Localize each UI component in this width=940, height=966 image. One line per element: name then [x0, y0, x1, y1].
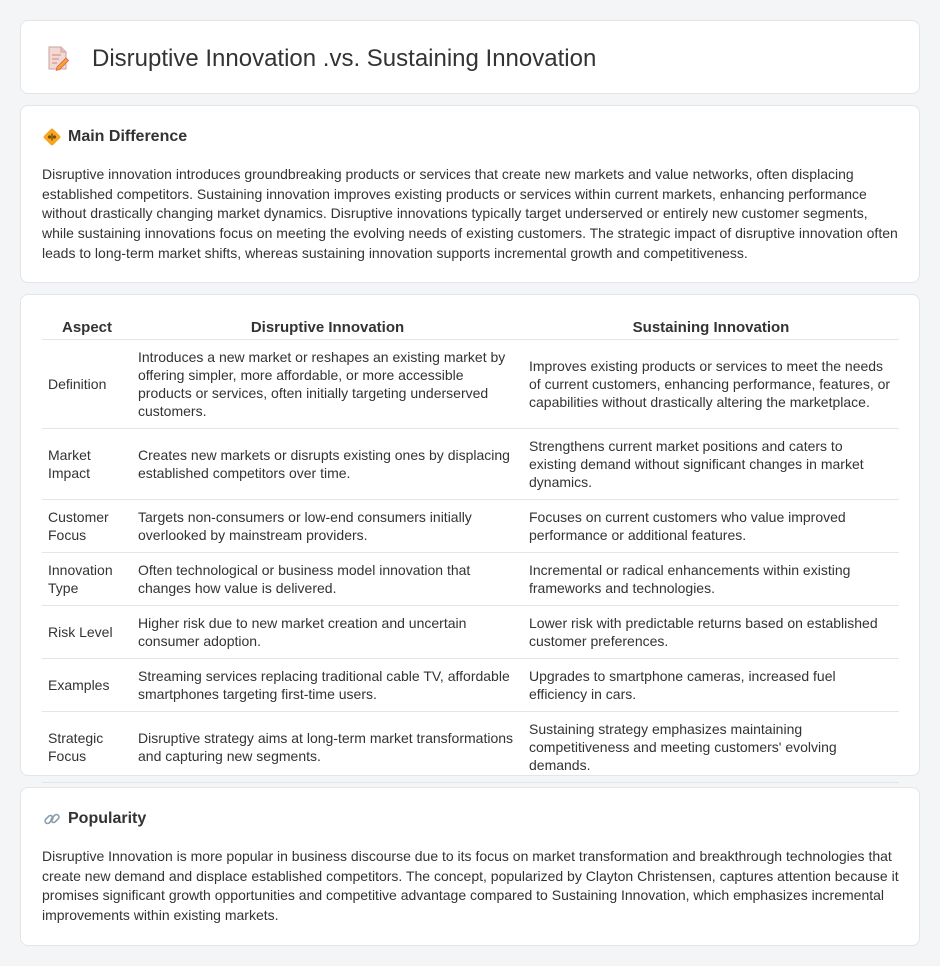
row-sustaining: Focuses on current customers who value improved performance or additional features.: [523, 500, 899, 553]
table-row: [42, 712, 899, 783]
title-card: [20, 20, 920, 94]
row-sustaining: Upgrades to smartphone cameras, increased fuel efficiency in cars.: [523, 659, 899, 712]
row-aspect: Definition: [42, 340, 132, 429]
row-aspect: Examples: [42, 659, 132, 712]
row-aspect: Customer Focus: [42, 500, 132, 553]
row-disruptive: Disruptive strategy aims at long-term market transformations and capturing new segments.: [132, 712, 523, 783]
document-pencil-icon: [45, 45, 71, 71]
popularity-header: [42, 809, 146, 829]
row-sustaining: Sustaining strategy emphasizes maintaining competitiveness and meeting customers' evolving demands.: [523, 712, 899, 783]
comparison-table: [42, 316, 899, 783]
table-header-row: [42, 316, 899, 340]
main-difference-heading: Main Difference: [68, 128, 188, 145]
table-row: [42, 429, 899, 500]
row-aspect: Risk Level: [42, 606, 132, 659]
header-sustaining: Sustaining Innovation: [523, 316, 899, 340]
header-aspect: Aspect: [42, 316, 132, 340]
table-row: [42, 500, 899, 553]
row-disruptive: Targets non-consumers or low-end consumers initially overlooked by mainstream providers.: [132, 500, 523, 553]
row-sustaining: Lower risk with predictable returns based on established customer preferences.: [523, 606, 899, 659]
table-row: [42, 659, 899, 712]
row-sustaining: Strengthens current market positions and caters to existing demand without significant changes in market dynamics.: [523, 429, 899, 500]
row-aspect: Market Impact: [42, 429, 132, 500]
popularity-text: Disruptive Innovation is more popular in business discourse due to its focus on market transformation and breakthrough technologies that create new demand and displace established competitors. The concept, popularized by Clayton Christensen, captures attention because it promises significant growth opportunities and competitive advantage compared to Sustaining Innovation, which emphasizes incremental improvements within existing markets.: [42, 848, 899, 924]
main-difference-header: [42, 127, 187, 147]
table-row: [42, 606, 899, 659]
row-disruptive: Introduces a new market or reshapes an existing market by offering simpler, more affordable, or more accessible products or services, often initially targeting underserved customers.: [132, 340, 523, 429]
comparison-card: [20, 294, 920, 776]
diamond-sign-icon: [42, 127, 62, 147]
popularity-heading: Popularity: [68, 810, 147, 827]
row-aspect: Strategic Focus: [42, 712, 132, 783]
main-difference-text: Disruptive innovation introduces groundbreaking products or services that create new markets and value networks, often displacing established competitors. Sustaining innovation improves existing products or services within current markets, enhancing performance without drastically changing market dynamics. Disruptive innovations typically target underserved or entirely new customer segments, while sustaining innovations focus on meeting the evolving needs of existing customers. The strategic impact of disruptive innovation often leads to long-term market shifts, whereas sustaining innovation supports incremental growth and competitiveness.: [42, 166, 898, 261]
row-sustaining: Incremental or radical enhancements within existing frameworks and technologies.: [523, 553, 899, 606]
row-aspect: Innovation Type: [42, 553, 132, 606]
table-row: [42, 340, 899, 429]
main-difference-card: [20, 105, 920, 283]
header-disruptive: Disruptive Innovation: [132, 316, 523, 340]
row-sustaining: Improves existing products or services to meet the needs of current customers, enhancing performance, features, or capabilities without drastically altering the marketplace.: [523, 340, 899, 429]
popularity-card: [20, 787, 920, 946]
row-disruptive: Higher risk due to new market creation and uncertain consumer adoption.: [132, 606, 523, 659]
row-disruptive: Often technological or business model innovation that changes how value is delivered.: [132, 553, 523, 606]
table-row: [42, 553, 899, 606]
row-disruptive: Streaming services replacing traditional cable TV, affordable smartphones targeting first-time users.: [132, 659, 523, 712]
link-icon: [42, 809, 62, 829]
row-disruptive: Creates new markets or disrupts existing ones by displacing established competitors over time.: [132, 429, 523, 500]
page-title: Disruptive Innovation .vs. Sustaining Innovation: [92, 45, 597, 72]
